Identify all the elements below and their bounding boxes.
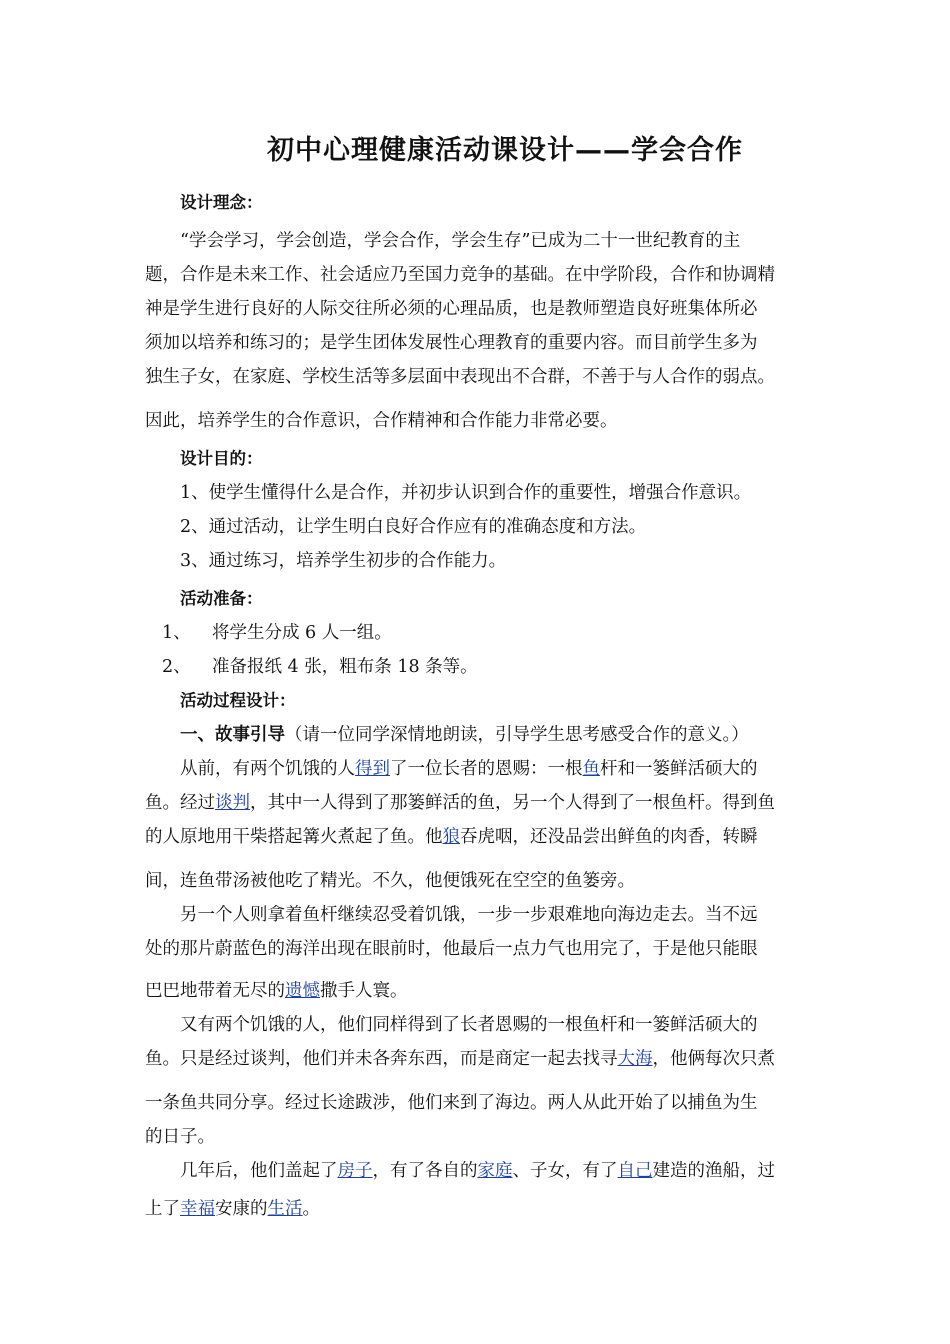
text-run: 上了 [145, 1199, 180, 1219]
link-dedao[interactable]: 得到 [355, 759, 390, 779]
prep-item-1 [162, 616, 832, 650]
story-p1-line-4: 间，连鱼带汤被他吃了精光。不久，他便饿死在空空的鱼篓旁。 [145, 871, 635, 891]
concept-line-3: 神是学生进行良好的人际交往所必须的心理品质，也是教师塑造良好班集体所必 [145, 299, 758, 319]
story-heading: 一、故事引导 [180, 725, 285, 745]
link-xingfu[interactable]: 幸福 [180, 1199, 215, 1219]
link-shenghuo[interactable]: 生活 [267, 1199, 303, 1219]
text-run: 。 [302, 1199, 320, 1219]
prep-heading: 活动准备： [180, 589, 263, 608]
prep-item-number: 1、 [162, 623, 191, 643]
story-p2-line-3 [145, 974, 815, 1008]
text-run: 、子女，有了 [512, 1161, 618, 1181]
text-run: 杆和一篓鲜活硕大的 [600, 759, 758, 779]
prep-item-text: 准备报纸 4 张，粗布条 18 条等。 [212, 657, 478, 677]
link-tanpan[interactable]: 谈判 [215, 793, 250, 813]
story-p1-line-1 [180, 752, 820, 786]
story-p4-line-1 [180, 1154, 820, 1188]
story-p1-line-3 [145, 820, 815, 854]
link-jiating[interactable]: 家庭 [477, 1161, 513, 1181]
text-run: 的人原地用干柴搭起篝火煮起了鱼。他 [145, 827, 443, 847]
text-run: 鱼。经过 [145, 793, 215, 813]
story-p3-line-3: 一条鱼共同分享。经过长途跋涉，他们来到了海边。两人从此开始了以捕鱼为生 [145, 1093, 758, 1113]
link-dahai[interactable]: 大海 [617, 1049, 653, 1069]
story-p1-line-2 [145, 786, 815, 820]
concept-line-5: 独生子女，在家庭、学校生活等多层面中表现出不合群，不善于与人合作的弱点。 [145, 367, 775, 387]
concept-line-2: 题，合作是未来工作、社会适应乃至国力竞争的基础。在中学阶段，合作和协调精 [145, 265, 775, 285]
link-fangzi[interactable]: 房子 [337, 1161, 373, 1181]
text-run: 从前，有两个饥饿的人 [180, 759, 355, 779]
story-note: （请一位同学深情地朗读，引导学生思考感受合作的意义。） [285, 725, 749, 745]
text-run: ，他俩每次只煮 [652, 1049, 775, 1069]
prep-item-number: 2、 [162, 657, 191, 677]
story-heading-line [180, 718, 820, 752]
concept-line-1: “学会学习，学会创造，学会合作，学会生存”已成为二十一世纪教育的主 [180, 231, 741, 251]
text-run: 几年后，他们盖起了 [180, 1161, 338, 1181]
text-run: 吞虎咽，还没品尝出鲜鱼的肉香，转瞬 [460, 827, 758, 847]
story-p3-line-2 [145, 1042, 815, 1076]
process-heading: 活动过程设计： [180, 691, 296, 710]
link-lang[interactable]: 狼 [442, 827, 460, 847]
prep-item-text: 将学生分成 6 人一组。 [212, 623, 392, 643]
link-ziji[interactable]: 自己 [617, 1161, 653, 1181]
story-p3-line-1: 又有两个饥饿的人，他们同样得到了长者恩赐的一根鱼杆和一篓鲜活硕大的 [180, 1015, 758, 1035]
link-yihan[interactable]: 遗憾 [285, 981, 320, 1001]
story-p2-line-2: 处的那片蔚蓝色的海洋出现在眼前时，他最后一点力气也用完了，于是他只能眼 [145, 939, 758, 959]
document-title: 初中心理健康活动课设计——学会合作 [267, 135, 743, 166]
text-run: 安康的 [215, 1199, 268, 1219]
prep-item-2 [162, 650, 832, 684]
link-yu[interactable]: 鱼 [582, 759, 600, 779]
goal-item-2: 2、通过活动，让学生明白良好合作应有的准确态度和方法。 [180, 517, 647, 537]
story-p2-line-1: 另一个人则拿着鱼杆继续忍受着饥饿，一步一步艰难地向海边走去。当不远 [180, 905, 758, 925]
story-p3-line-4: 的日子。 [145, 1127, 215, 1147]
story-p4-line-2 [145, 1192, 815, 1226]
goal-item-1: 1、使学生懂得什么是合作，并初步认识到合作的重要性，增强合作意识。 [180, 483, 752, 503]
text-run: 巴巴地带着无尽的 [145, 981, 285, 1001]
goal-heading: 设计目的： [180, 449, 263, 468]
text-run: ，其中一人得到了那篓鲜活的鱼，另一个人得到了一根鱼杆。得到鱼 [250, 793, 775, 813]
text-run: 撒手人寰。 [320, 981, 408, 1001]
concept-line-4: 须加以培养和练习的；是学生团体发展性心理教育的重要内容。而目前学生多为 [145, 333, 758, 353]
text-run: 建造的渔船，过 [652, 1161, 775, 1181]
concept-line-6: 因此，培养学生的合作意识，合作精神和合作能力非常必要。 [145, 411, 618, 431]
text-run: ，有了各自的 [372, 1161, 478, 1181]
concept-heading: 设计理念： [180, 193, 263, 212]
text-run: 了一位长者的恩赐：一根 [390, 759, 583, 779]
goal-item-3: 3、通过练习，培养学生初步的合作能力。 [180, 551, 507, 571]
text-run: 鱼。只是经过谈判，他们并未各奔东西，而是商定一起去找寻 [145, 1049, 618, 1069]
